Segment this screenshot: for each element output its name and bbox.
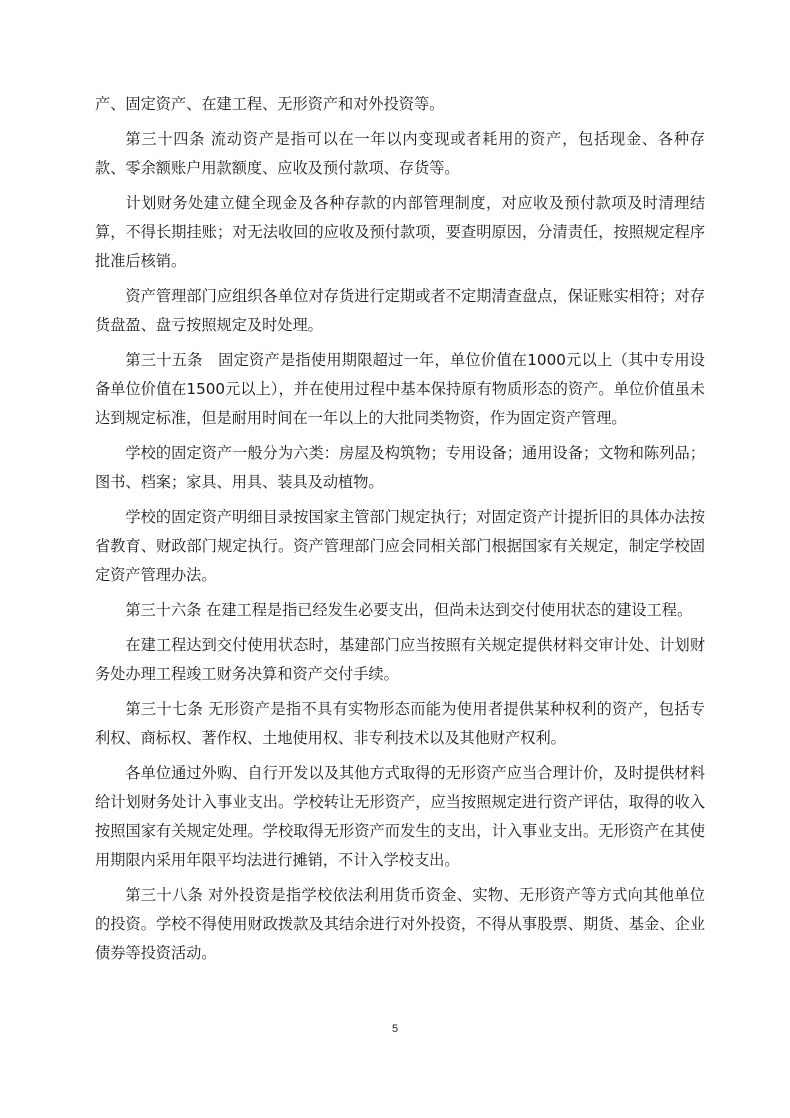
document-body <box>95 90 705 974</box>
paragraph-article-38: 第三十八条 对外投资是指学校依法利用货币资金、实物、无形资产等方式向其他单位的投资。学校不得使用财政拨款及其结余进行对外投资，不得从事股票、期货、基金、企业债券等投资活动。 <box>95 886 705 962</box>
page-number: 5 <box>391 1023 399 1035</box>
paragraph-article-35: 第三十五条 固定资产是指使用期限超过一年，单位价值在1000元以上（其中专用设备单位价值在1500元以上），并在使用过程中基本保持原有物质形态的资产。单位价值虽未达到规定标准，但是耐用时间在一年以上的大批同类物资，作为固定资产管理。 <box>95 351 705 427</box>
paragraph: 学校的固定资产明细目录按国家主管部门规定执行；对固定资产计提折旧的具体办法按省教育、财政部门规定执行。资产管理部门应会同相关部门根据国家有关规定，制定学校固定资产管理办法。 <box>95 508 705 584</box>
paragraph-article-36: 第三十六条 在建工程是指已经发生必要支出，但尚未达到交付使用状态的建设工程。 <box>125 601 693 619</box>
paragraph: 各单位通过外购、自行开发以及其他方式取得的无形资产应当合理计价，及时提供材料给计划财务处计入事业支出。学校转让无形资产，应当按照规定进行资产评估，取得的收入按照国家有关规定处理。学校取得无形资产而发生的支出，计入事业支出。无形资产在其使用期限内采用年限平均法进行摊销，不计入学校支出。 <box>95 764 705 869</box>
paragraph: 学校的固定资产一般分为六类：房屋及构筑物；专用设备；通用设备；文物和陈列品；图书、档案；家具、用具、装具及动植物。 <box>95 444 705 491</box>
paragraph: 产、固定资产、在建工程、无形资产和对外投资等。 <box>95 95 445 113</box>
paragraph: 在建工程达到交付使用状态时，基建部门应当按照有关规定提供材料交审计处、计划财务处办理工程竣工财务决算和资产交付手续。 <box>95 636 705 683</box>
paragraph: 计划财务处建立健全现金及各种存款的内部管理制度，对应收及预付款项及时清理结算，不得长期挂账；对无法收回的应收及预付款项，要查明原因，分清责任，按照规定程序批准后核销。 <box>95 194 705 270</box>
paragraph-article-34: 第三十四条 流动资产是指可以在一年以内变现或者耗用的资产，包括现金、各种存款、零余额账户用款额度、应收及预付款项、存货等。 <box>95 130 705 177</box>
paragraph: 资产管理部门应组织各单位对存货进行定期或者不定期清查盘点，保证账实相符；对存货盘盈、盘亏按照规定及时处理。 <box>95 287 705 334</box>
paragraph-article-37: 第三十七条 无形资产是指不具有实物形态而能为使用者提供某种权利的资产，包括专利权、商标权、著作权、土地使用权、非专利技术以及其他财产权利。 <box>95 700 705 747</box>
